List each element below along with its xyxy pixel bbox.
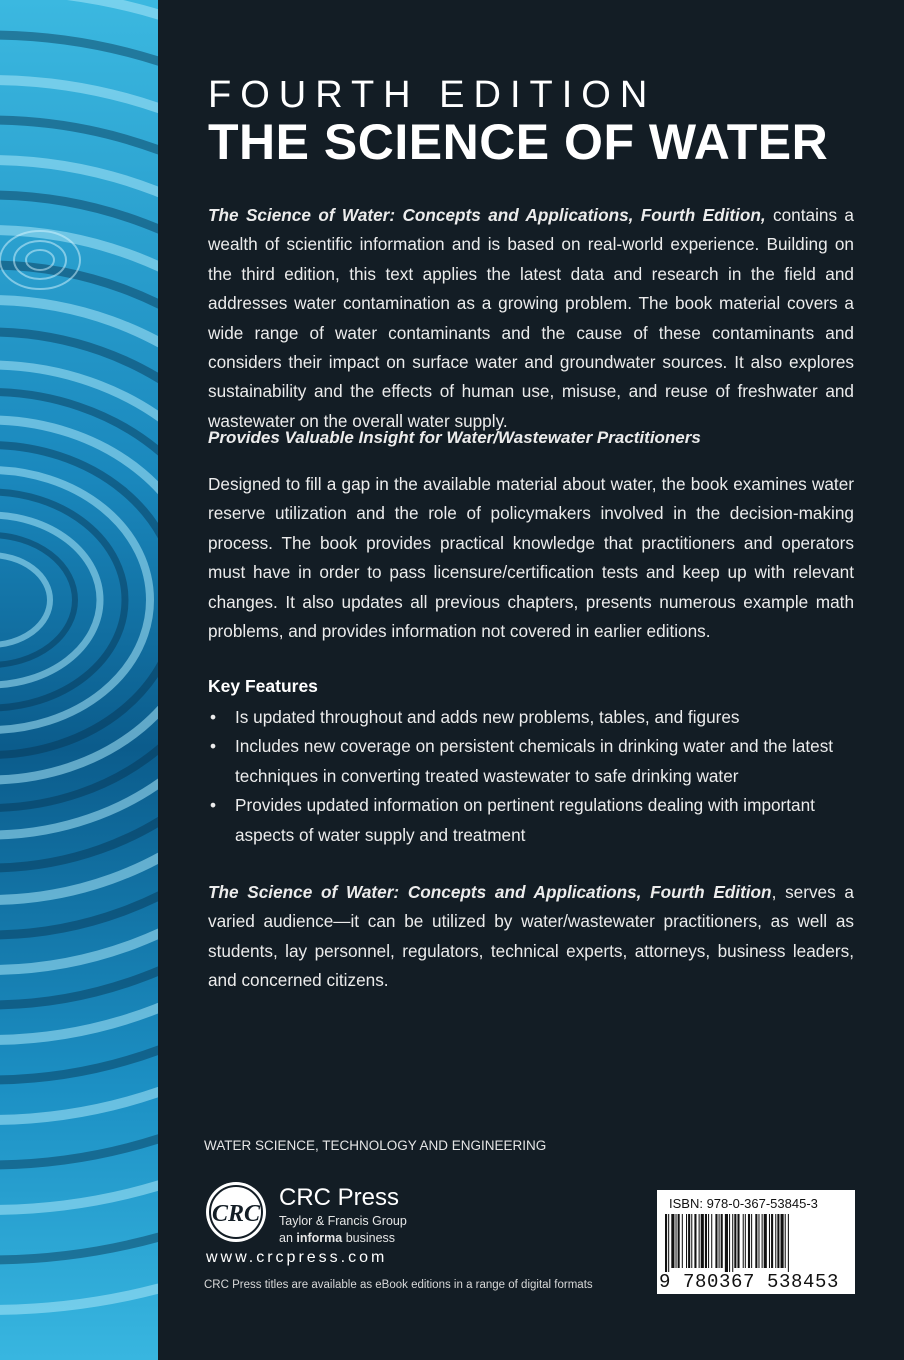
barcode-bar: [699, 1214, 700, 1268]
barcode-bar: [764, 1214, 767, 1268]
water-ripple-graphic: [0, 0, 158, 1360]
barcode-bar: [671, 1214, 674, 1268]
subheading: Provides Valuable Insight for Water/Wastewater Practitioners: [208, 428, 701, 447]
barcode-bar: [758, 1214, 759, 1268]
informa-name: informa: [296, 1231, 343, 1245]
barcode-bar: [668, 1214, 669, 1272]
barcode-bar: [701, 1214, 704, 1268]
barcode-bar: [748, 1214, 750, 1268]
list-item: [208, 791, 854, 850]
description-paragraph-1: [208, 201, 854, 436]
barcode-bar: [725, 1214, 728, 1272]
list-item: [208, 732, 854, 791]
barcode-bar: [788, 1214, 789, 1272]
description-text-1: contains a wealth of scientific information and is based on real-world experience. Building on the third edition, this text applies the latest data and research in the field and addresses water contamination as a growing problem. The book material covers a wide range of water contaminants and the cause of these contaminants and considers their impact on surface water and groundwater sources. It also explores sustainability and the effects of human use, misuse, and reuse of freshwater and wastewater on the overall water supply.: [208, 205, 854, 431]
bullet-icon: •: [210, 795, 217, 816]
barcode-bar: [734, 1214, 736, 1268]
publisher-url: www.crcpress.com: [206, 1249, 388, 1266]
publisher-name: CRC Press: [279, 1184, 400, 1211]
description-text-3: , serves a varied audience—it can be utilized by water/wastewater practitioners, as well as students, lay personnel, regulators, technical experts, attorneys, business leaders, and concerned citizens.: [208, 882, 854, 991]
key-features-heading: Key Features: [208, 676, 318, 696]
barcode-bar: [751, 1214, 752, 1268]
barcode-bar: [781, 1214, 784, 1268]
barcode-bar: [729, 1214, 730, 1272]
barcode-bar: [691, 1214, 692, 1268]
isbn-barcode: [657, 1190, 855, 1294]
barcode-bar: [676, 1214, 677, 1268]
description-paragraph-3: [208, 878, 854, 996]
publisher-group: Taylor & Francis Group: [279, 1214, 407, 1228]
barcode-bar: [745, 1214, 746, 1268]
barcode-bar: [721, 1214, 723, 1268]
barcode-bar: [769, 1214, 770, 1268]
barcode-bar: [694, 1214, 696, 1268]
barcode-bar: [711, 1214, 712, 1268]
barcode-bar: [785, 1214, 786, 1268]
barcode-bar: [686, 1214, 687, 1268]
bullet-icon: •: [210, 707, 217, 727]
feature-text: Includes new coverage on persistent chemicals in drinking water and the latest techniques in converting treated wastewater to safe drinking water: [235, 736, 834, 786]
barcode-bar: [743, 1214, 744, 1268]
barcode-bar: [682, 1214, 683, 1268]
barcode-digits: 9 780367 538453: [659, 1271, 840, 1293]
barcode-bar: [688, 1214, 690, 1268]
list-item: [208, 703, 854, 732]
barcode-bar: [732, 1214, 733, 1272]
key-features-list: [208, 703, 854, 850]
barcode-bar: [762, 1214, 763, 1268]
informa-suffix: business: [342, 1231, 396, 1245]
water-ripple-image: [0, 0, 158, 1360]
description-paragraph-2: Designed to fill a gap in the available material about water, the book examines water reserve utilization and the role of policymakers involved in the decision-making process. The book provides practical knowledge that practitioners and operators must have in order to pass licensure/certification tests and keep up with relevant changes. It also updates all previous chapters, presents numerous example math problems, and provides information not covered in earlier editions.: [208, 474, 854, 642]
barcode-bar: [678, 1214, 680, 1268]
barcode-bar: [777, 1214, 779, 1268]
crc-logo-icon: [204, 1180, 268, 1244]
barcode-bar: [737, 1214, 739, 1268]
barcode-bar: [771, 1214, 773, 1268]
informa-prefix: an: [279, 1231, 297, 1245]
edition-label: FOURTH EDITION: [208, 74, 657, 116]
barcode-bar: [755, 1214, 757, 1268]
feature-text: Provides updated information on pertinent regulations dealing with important aspects of water supply and treatment: [235, 795, 815, 845]
barcode-bars: [661, 1214, 851, 1272]
book-title-italic: The Science of Water: Concepts and Applications, Fourth Edition: [208, 882, 772, 902]
barcode-bar: [708, 1214, 709, 1268]
bullet-icon: •: [210, 736, 217, 757]
barcode-bar: [719, 1214, 720, 1268]
barcode-bar: [775, 1214, 776, 1268]
barcode-bar: [705, 1214, 707, 1268]
logo-text: CRC: [211, 1201, 261, 1227]
isbn-label: ISBN: 978-0-367-53845-3: [669, 1196, 818, 1211]
series-name: WATER SCIENCE, TECHNOLOGY AND ENGINEERING: [204, 1138, 547, 1153]
book-title-italic: The Science of Water: Concepts and Applications, Fourth Edition,: [208, 205, 766, 225]
feature-text: Is updated throughout and adds new problems, tables, and figures: [235, 707, 740, 727]
barcode-bar: [715, 1214, 717, 1268]
barcode-bar: [665, 1214, 667, 1272]
ebook-note: CRC Press titles are available as eBook editions in a range of digital formats: [204, 1279, 593, 1291]
book-title: THE SCIENCE OF WATER: [208, 114, 829, 170]
informa-tagline: [279, 1231, 395, 1245]
